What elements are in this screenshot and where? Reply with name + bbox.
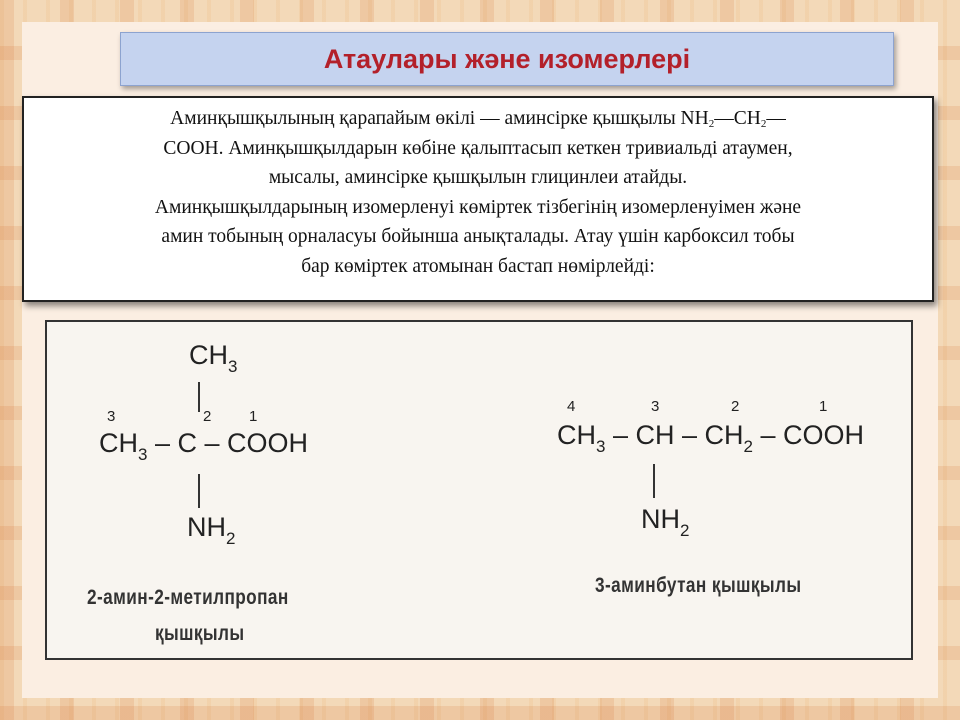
left-main-chain: $CH_3$ – C – COOH: [99, 428, 309, 464]
paragraph-line-5: амин тобының орналасуы бойынша анықталады. Атау үшін карбоксил тобы: [161, 226, 795, 247]
right-num-4: 4: [567, 398, 576, 415]
paragraph-line-6: бар көміртек атомынан бастап нөмірлейді:: [301, 255, 655, 277]
paragraph-line-4: Аминқышқылдарының изомерленуі көміртек тізбегінің изомерленуімен және: [154, 196, 802, 218]
paragraph-line-2: COOH. Аминқышқылдарын көбіне қалыптасып кеткен тривиальді атаумен,: [163, 137, 793, 159]
left-caption-1: 2-амин-2-метилпропан: [87, 586, 289, 609]
left-num-1: 1: [249, 408, 258, 425]
slide-title: Атаулары және изомерлері: [323, 43, 691, 74]
right-num-3: 3: [651, 398, 660, 415]
left-bottom-group: $NH_2$: [187, 512, 236, 548]
left-bottom-bond: [198, 474, 200, 508]
right-main-chain: $CH_3$ – CH – $CH_2$ – COOH: [557, 420, 865, 456]
left-top-bond: [198, 382, 200, 412]
left-caption-2: қышқылы: [155, 622, 245, 645]
formula-image: [45, 320, 913, 660]
paragraph-line-3: мысалы, аминсірке қышқылын глицинлеи атайды.: [268, 167, 688, 188]
right-caption: 3-аминбутан қышқылы: [595, 574, 802, 597]
right-bottom-bond: [653, 464, 655, 498]
left-num-2: 2: [203, 408, 212, 425]
paragraph-line-1: Аминқышқылының қарапайым өкілі — аминсірке қышқылы $NH_2—CH_2—$: [170, 108, 786, 130]
right-num-2: 2: [731, 398, 740, 415]
left-num-3: 3: [107, 408, 116, 425]
right-num-1: 1: [819, 398, 828, 415]
right-bottom-group: $NH_2$: [641, 504, 690, 540]
left-top-group: $CH_3$: [189, 340, 238, 376]
text-box: [22, 96, 934, 302]
title-box: [120, 32, 894, 86]
